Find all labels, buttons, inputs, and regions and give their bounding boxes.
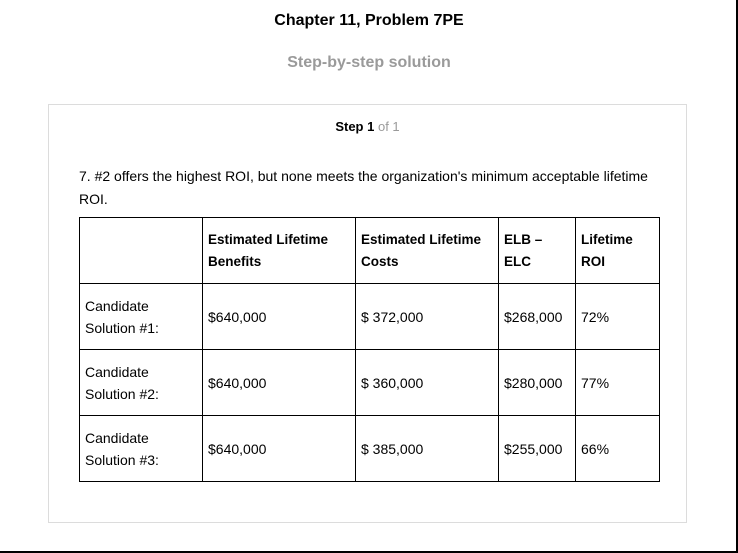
table-row (80, 284, 660, 350)
answer-text: 7. #2 offers the highest ROI, but none meets the organization's minimum acceptable lifetime ROI. (79, 168, 648, 207)
table-cell: $ 385,000 (356, 416, 499, 482)
table-cell: 77% (576, 350, 660, 416)
table-cell: $280,000 (499, 350, 576, 416)
table-header-cell: Estimated Lifetime Costs (356, 218, 499, 284)
table-cell: $ 360,000 (356, 350, 499, 416)
table-cell: 66% (576, 416, 660, 482)
table-cell: Candidate Solution #1: (80, 284, 203, 350)
table-header-cell: Lifetime ROI (576, 218, 660, 284)
table-header-cell: Estimated Lifetime Benefits (203, 218, 356, 284)
step-count: of 1 (377, 119, 400, 134)
table-row (80, 416, 660, 482)
table-cell: $ 372,000 (356, 284, 499, 350)
table-cell: $640,000 (203, 350, 356, 416)
table-header-row (80, 218, 660, 284)
table-cell: 72% (576, 284, 660, 350)
page-title: Chapter 11, Problem 7PE (274, 12, 464, 29)
table-header-cell (80, 218, 203, 284)
table-cell: $640,000 (203, 284, 356, 350)
step-label: Step 1 (335, 119, 375, 134)
page-subtitle: Step-by-step solution (287, 54, 451, 71)
solution-card (48, 104, 687, 523)
table-cell: $640,000 (203, 416, 356, 482)
table-cell: $255,000 (499, 416, 576, 482)
table-cell: Candidate Solution #2: (80, 350, 203, 416)
table-cell: Candidate Solution #3: (80, 416, 203, 482)
table-cell: $268,000 (499, 284, 576, 350)
step-indicator (49, 119, 686, 134)
table-header-cell: ELB – ELC (499, 218, 576, 284)
table-row (80, 350, 660, 416)
roi-table (79, 217, 660, 482)
